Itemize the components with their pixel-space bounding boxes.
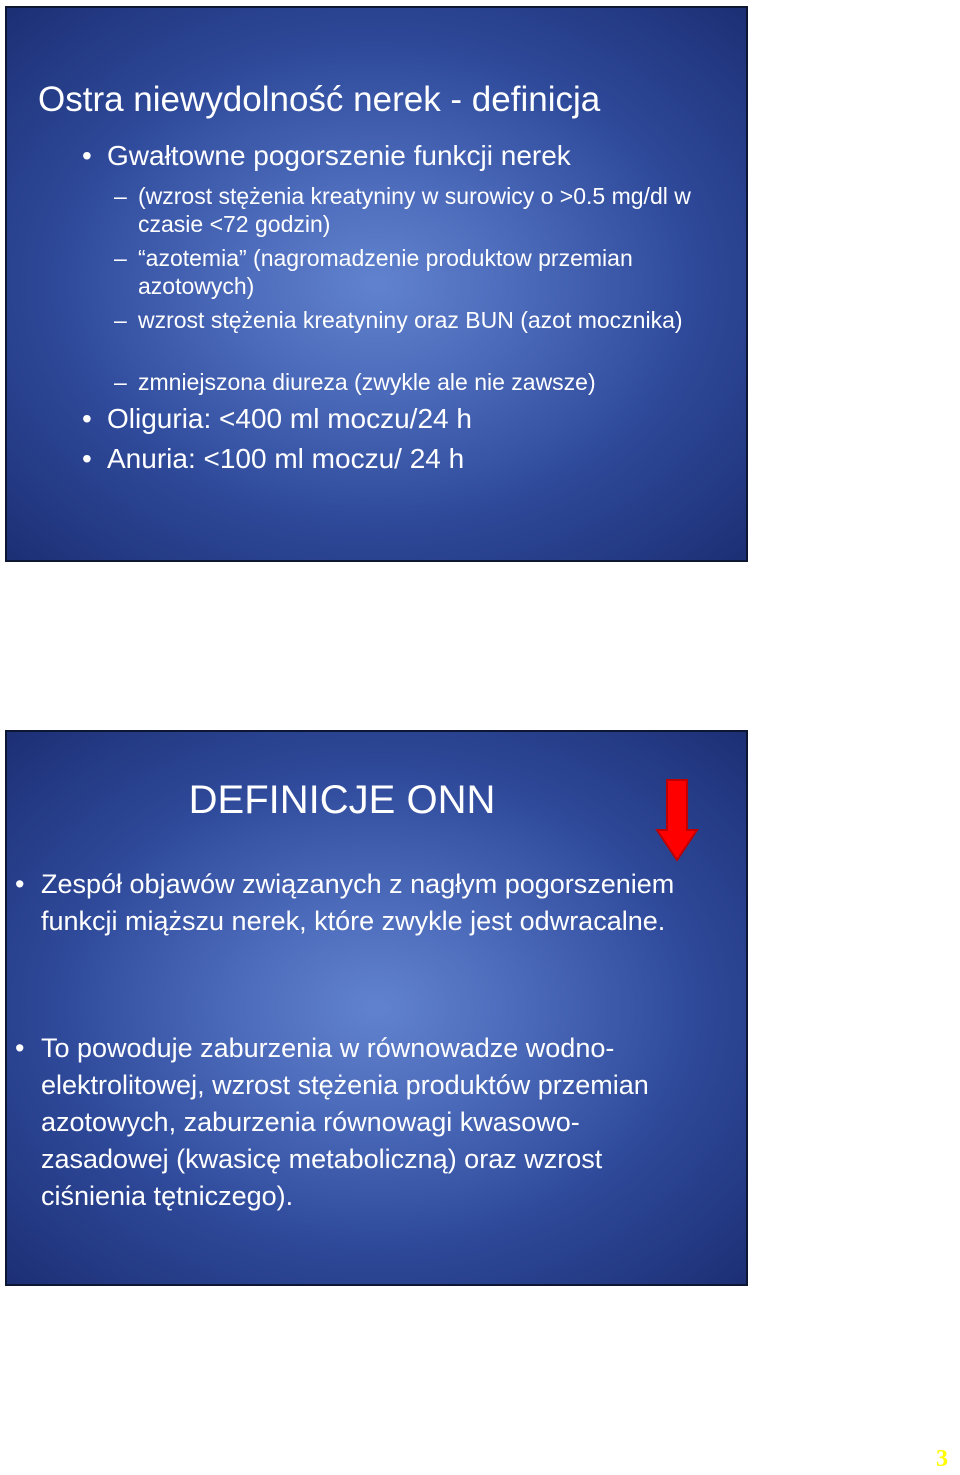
subitem [114, 368, 724, 396]
bullet-dot-icon: • [15, 869, 25, 899]
slide-1 [5, 6, 748, 562]
bullet-main-text: Gwałtowne pogorszenie funkcji nerek [107, 140, 571, 171]
dash-icon: – [114, 245, 127, 271]
subitem-text: “azotemia” (nagromadzenie produktow przemian azotowych) [138, 245, 633, 299]
page-number: 3 [936, 1446, 948, 1472]
slide-1-title: Ostra niewydolność nerek - definicja [38, 80, 601, 119]
slide-2 [5, 730, 748, 1286]
subitem [114, 306, 724, 334]
definition-bullet-text: Zespół objawów związanych z nagłym pogorszeniem funkcji miąższu nerek, które zwykle jest odwracalne. [41, 869, 675, 936]
bullet-dot-icon: • [82, 443, 92, 474]
bullet-dot-icon: • [82, 403, 92, 434]
definition-bullet [15, 1030, 695, 1215]
dash-icon: – [114, 183, 127, 209]
slide-2-title: DEFINICJE ONN [188, 778, 496, 822]
down-arrow-icon [655, 778, 699, 862]
bullet-anuria-text: Anuria: <100 ml moczu/ 24 h [107, 443, 465, 474]
definition-bullet-text: To powoduje zaburzenia w równowadze wodno-elektrolitowej, wzrost stężenia produktów przemian azotowych, zaburzenia równowagi kwasowo-zasadowej (kwasicę metaboliczną) oraz wzrost ciśnienia tętniczego). [41, 1033, 649, 1211]
dash-icon: – [114, 369, 127, 395]
bullet-dot-icon: • [82, 140, 92, 171]
subitem-text: wzrost stężenia kreatyniny oraz BUN (azot mocznika) [138, 307, 683, 333]
subitem [114, 244, 724, 300]
subitem-text: (wzrost stężenia kreatyniny w surowicy o >0.5 mg/dl w czasie <72 godzin) [138, 183, 691, 237]
definition-bullet [15, 866, 695, 940]
dash-icon: – [114, 307, 127, 333]
bullet-oliguria-text: Oliguria: <400 ml moczu/24 h [107, 403, 472, 434]
subitem-text: zmniejszona diureza (zwykle ale nie zawsze) [138, 369, 596, 395]
bullet-dot-icon: • [15, 1033, 25, 1063]
subitem [114, 182, 724, 238]
